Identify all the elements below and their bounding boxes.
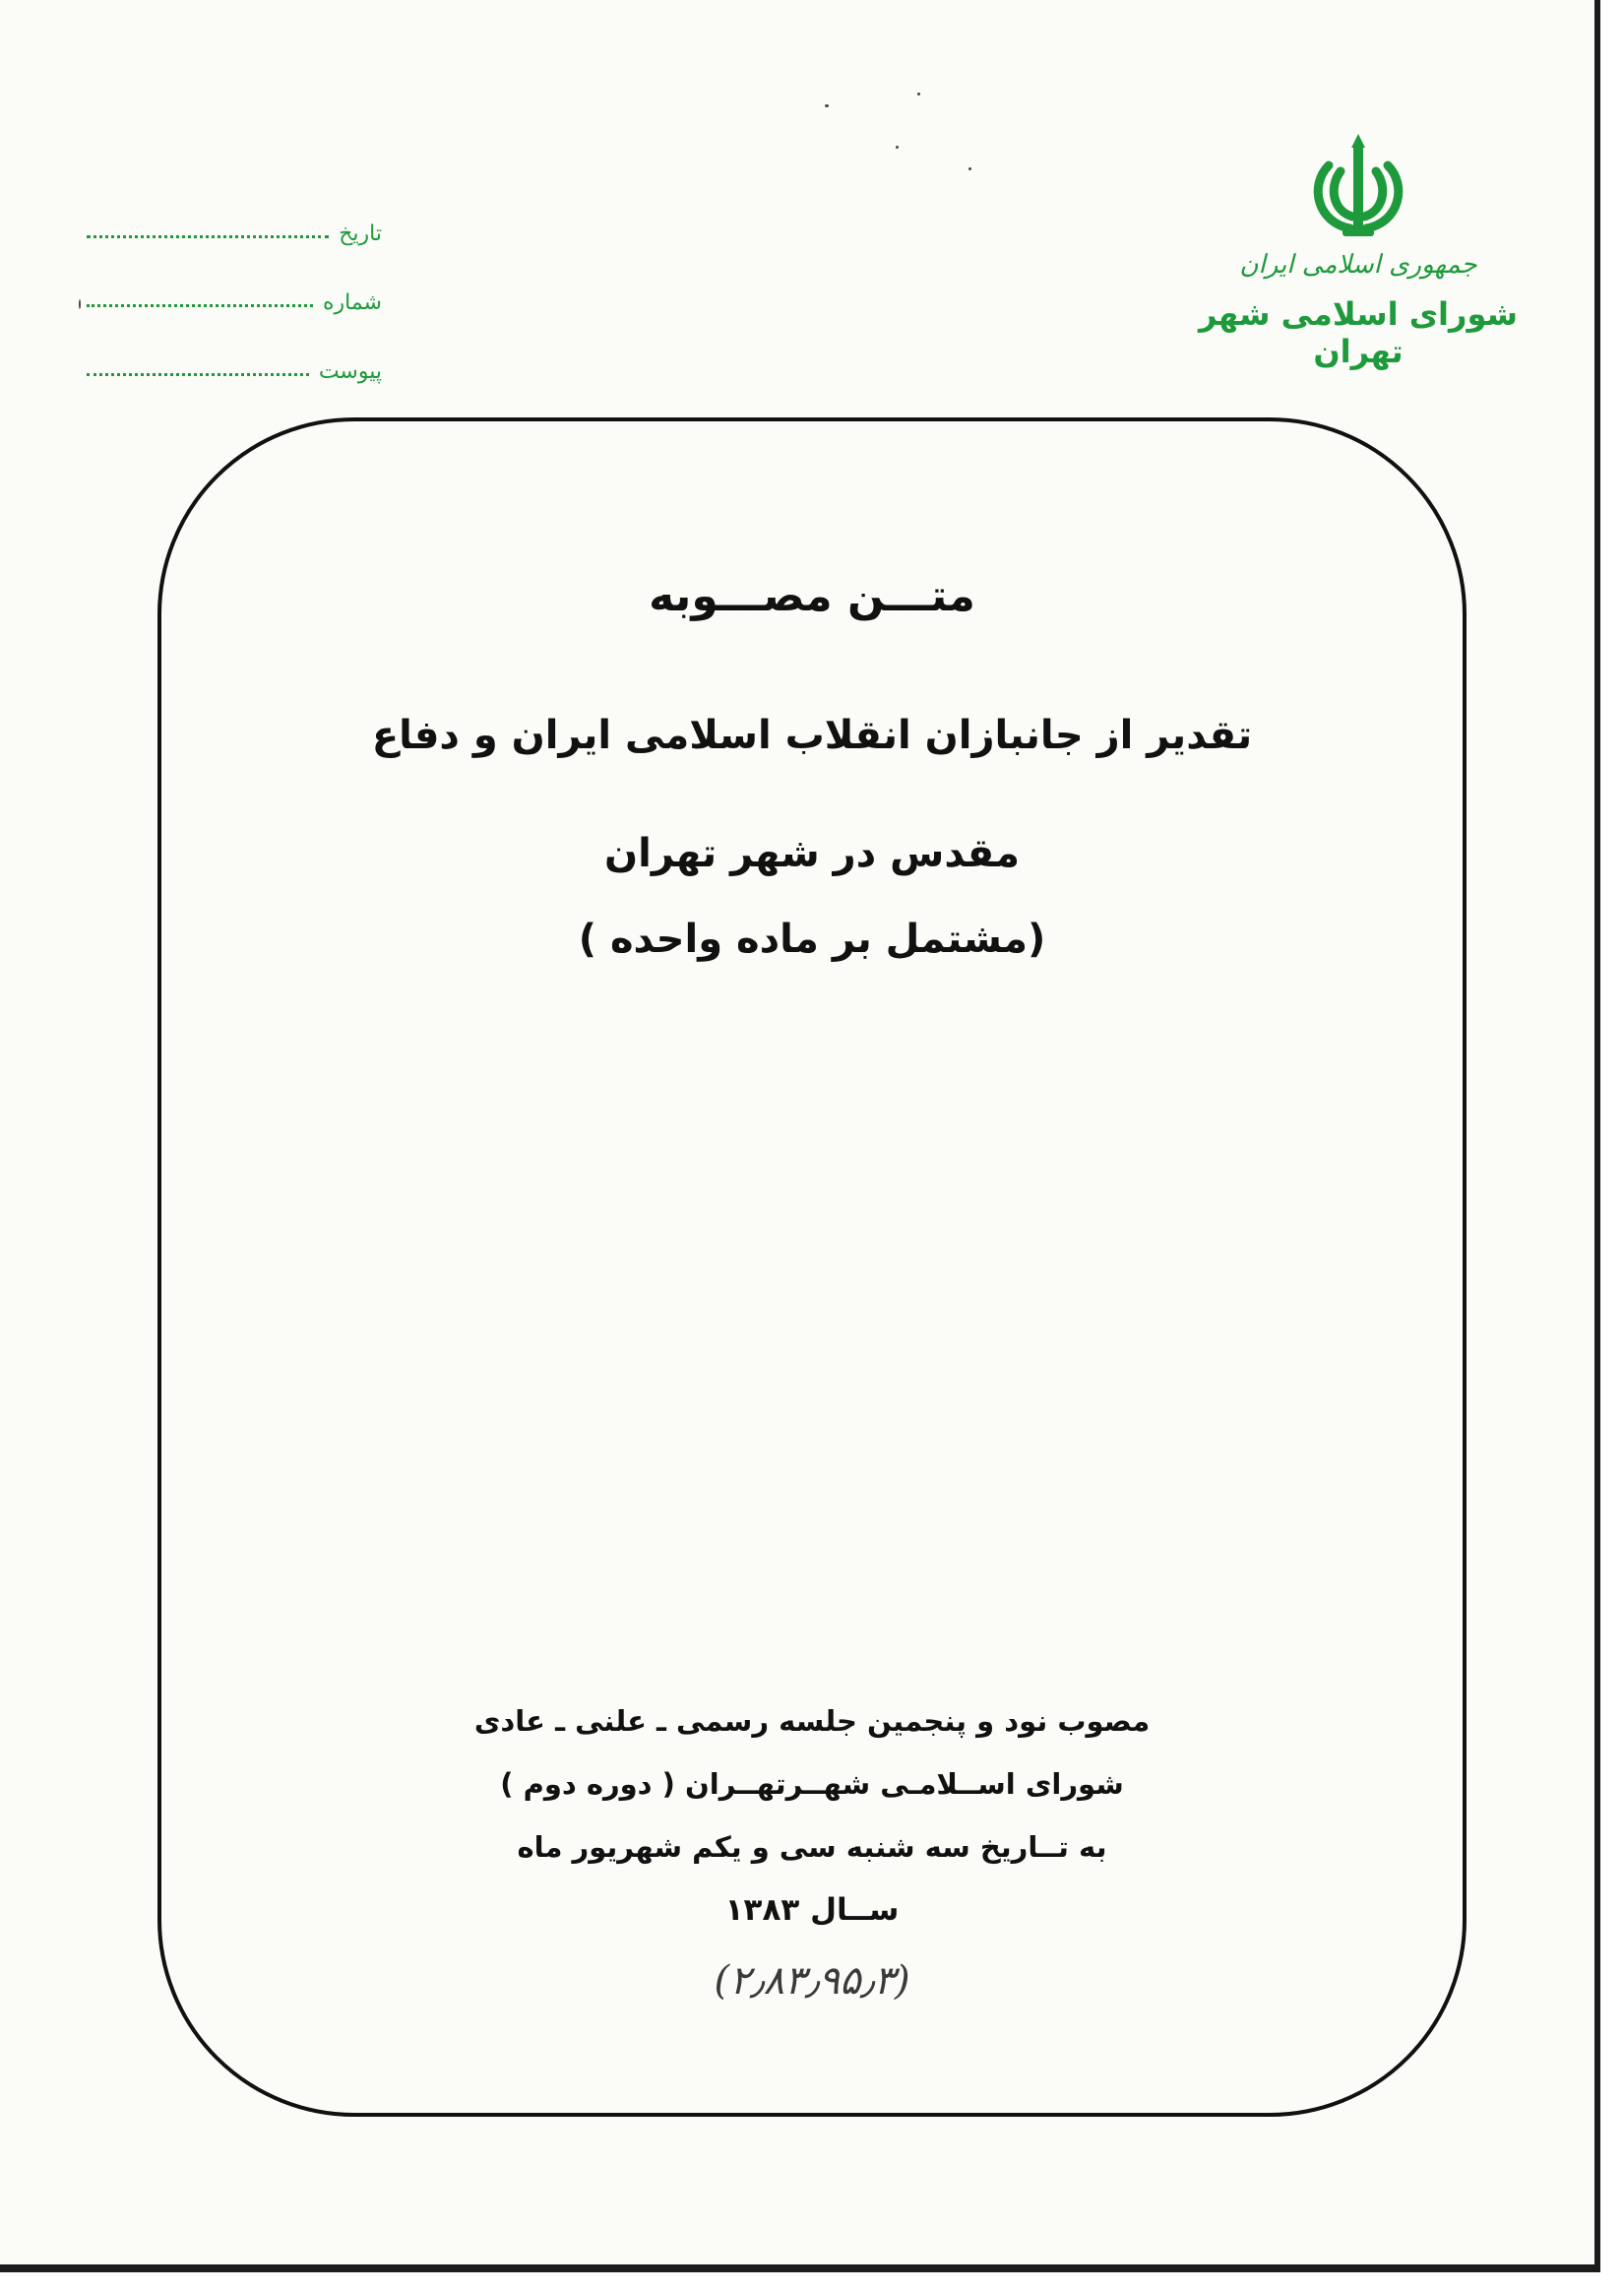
approval-session: مصوب نود و پنجمین جلسه رسمی ـ علنی ـ عادی [473, 1704, 1151, 1738]
scan-speck [896, 146, 899, 149]
date-dotted-line [87, 235, 329, 238]
attachment-label: پیوست [318, 359, 382, 384]
attachment-field [87, 315, 382, 384]
document-subtitle: (مشتمل بر ماده واحده ) [578, 917, 1046, 962]
attachment-dotted-line [87, 373, 309, 376]
scan-speck [79, 299, 81, 309]
date-field [87, 177, 382, 246]
council-name: شورای اسلامی شهر تهران [1199, 295, 1518, 370]
approval-block [157, 1689, 1467, 2020]
document-title: تقدیر از جانبازان انقلاب اسلامی ایران و دفاع مقدس در شهر تهران [371, 713, 1253, 876]
scan-speck [917, 93, 920, 96]
approval-council: شورای اســلامـی شهــرتهــران ( دوره دوم ) [500, 1767, 1124, 1801]
handwritten-code: (۲٫۸۳٫۹۵٫۳) [714, 1958, 910, 2004]
document-heading: متـــن مصـــوبه [649, 571, 975, 621]
scan-speck [825, 104, 829, 107]
meta-fields [87, 177, 382, 384]
emblem-caption: جمهوری اسلامی ایران [1239, 250, 1477, 280]
date-label: تاریخ [339, 222, 382, 246]
number-label: شماره [322, 290, 382, 315]
number-field [87, 246, 382, 315]
iran-emblem-icon [1299, 126, 1417, 244]
approval-year: ســال ۱۳۸۳ [724, 1892, 900, 1928]
title-block [157, 571, 1467, 962]
approval-date: به تــاریخ سه شنبه سی و یکم شهریور ماه [517, 1830, 1107, 1864]
council-header [1181, 126, 1535, 370]
number-dotted-line [87, 304, 313, 307]
scan-speck [968, 167, 971, 170]
